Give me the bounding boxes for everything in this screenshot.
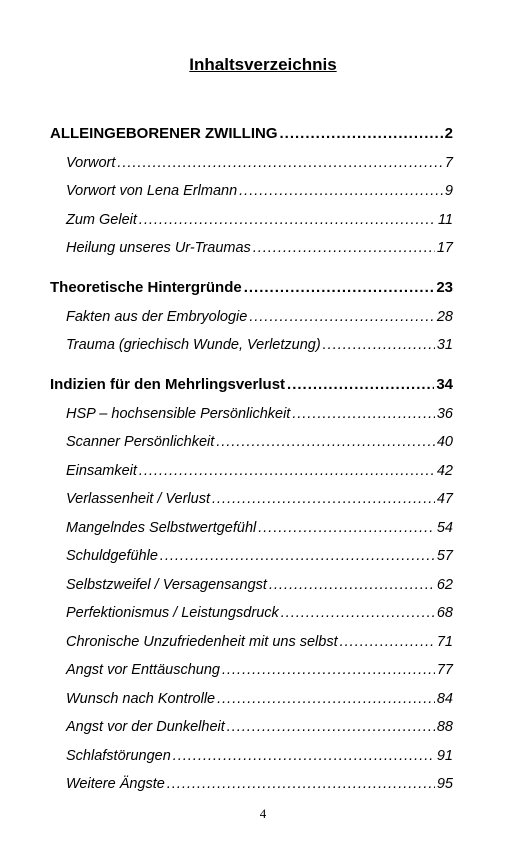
toc-page-number: 62 [436,576,453,593]
dot-leader [244,279,435,296]
toc-entry[interactable] [50,393,453,422]
toc-page-number: 77 [436,662,453,678]
dot-leader [139,463,435,479]
toc-entry-label: Weitere Ängste [66,776,165,792]
toc-page-number: 84 [436,690,453,707]
toc-page-number: 31 [436,337,453,353]
dot-leader [227,719,435,735]
dot-leader [292,406,435,422]
toc-entry[interactable] [50,507,453,536]
toc-entry-label: Verlassenheit / Verlust [66,491,210,507]
dot-leader [167,776,435,792]
dot-leader [173,748,435,764]
toc-page-number: 42 [436,462,453,479]
toc-entry-label: Scanner Persönlichkeit [66,434,215,450]
toc-entry[interactable] [50,479,453,508]
toc-page-number: 36 [436,405,453,422]
toc-entry-label: Perfektionismus / Leistungsdruck [66,605,279,621]
toc-entry-label: Zum Geleit [66,211,137,228]
toc-title: Inhaltsverzeichnis [189,55,337,74]
toc-entry-label: Trauma (griechisch Wunde, Verletzung) [66,337,321,353]
toc-entry[interactable] [50,325,453,354]
toc-entry-label: Angst vor der Dunkelheit [66,719,225,735]
toc-entry[interactable] [50,450,453,479]
toc-page-number: 2 [444,125,453,142]
toc-heading-label: ALLEINGEBORENER ZWILLING [50,125,278,142]
toc-entry[interactable] [50,536,453,565]
dot-leader [160,548,435,564]
toc-page-number: 17 [436,240,453,256]
toc-heading-entry[interactable] [50,363,453,393]
toc-entry-label: HSP – hochsensible Persönlichkeit [66,405,291,422]
dot-leader [253,240,435,256]
toc-entry-label: Schlafstörungen [66,747,171,764]
toc-entry-label: Einsamkeit [66,462,137,479]
toc-entry-label: Mangelndes Selbstwertgefühl [66,519,257,536]
toc-entry-label: Vorwort [66,154,116,171]
toc-page-number: 95 [436,776,453,792]
dot-leader [239,183,443,199]
toc-page-number: 34 [436,376,453,393]
dot-leader [212,491,435,507]
toc-entry[interactable] [50,296,453,325]
toc-heading-label: Theoretische Hintergründe [50,279,242,296]
toc-entry-label: Heilung unseres Ur-Traumas [66,240,251,256]
dot-leader [249,309,435,325]
toc-entry-label: Angst vor Enttäuschung [66,662,220,678]
toc-section [50,266,453,353]
toc-heading-entry[interactable] [50,112,453,142]
toc-entry[interactable] [50,650,453,679]
toc-page-number: 28 [436,308,453,325]
toc-entry[interactable] [50,422,453,451]
dot-leader [216,434,435,450]
toc-page-number: 11 [437,211,453,228]
toc-entry-label: Vorwort von Lena Erlmann [66,183,238,199]
toc-heading-label: Indizien für den Mehrlingsverlust [50,376,286,393]
toc-page-number: 88 [436,719,453,735]
dot-leader [323,337,435,353]
dot-leader [258,520,435,536]
toc-page-number: 57 [436,548,453,564]
toc-entry[interactable] [50,735,453,764]
toc-entry[interactable] [50,228,453,257]
dot-leader [217,691,435,707]
toc-entry-label: Schuldgefühle [66,548,158,564]
toc-page-number: 71 [436,633,453,650]
toc-section [50,363,453,792]
toc-page-number: 40 [436,434,453,450]
dot-leader [139,212,436,228]
toc-entry[interactable] [50,593,453,622]
toc-entry-label: Wunsch nach Kontrolle [66,690,216,707]
table-of-contents [50,112,453,802]
toc-entry[interactable] [50,764,453,793]
dot-leader [222,662,435,678]
toc-entry[interactable] [50,621,453,650]
dot-leader [340,634,435,650]
dot-leader [287,376,434,393]
toc-entry[interactable] [50,564,453,593]
toc-entry[interactable] [50,678,453,707]
toc-entry-label: Fakten aus der Embryologie [66,308,248,325]
toc-entry[interactable] [50,171,453,200]
page-number: 4 [259,806,267,821]
toc-page-number: 47 [436,491,453,507]
toc-page-number: 68 [436,605,453,621]
toc-entry-label: Selbstzweifel / Versagensangst [66,576,267,593]
toc-page-number: 91 [436,747,453,764]
dot-leader [269,577,435,593]
toc-entry[interactable] [50,199,453,228]
dot-leader [281,605,435,621]
toc-section [50,112,453,256]
dot-leader [117,155,443,171]
toc-page-number: 7 [444,154,453,171]
dot-leader [280,125,443,142]
toc-page-number: 9 [444,183,453,199]
toc-page-number: 23 [436,279,453,296]
toc-page-number: 54 [436,519,453,536]
toc-entry[interactable] [50,707,453,736]
toc-entry[interactable] [50,142,453,171]
toc-entry-label: Chronische Unzufriedenheit mit uns selbst [66,633,338,650]
toc-heading-entry[interactable] [50,266,453,296]
